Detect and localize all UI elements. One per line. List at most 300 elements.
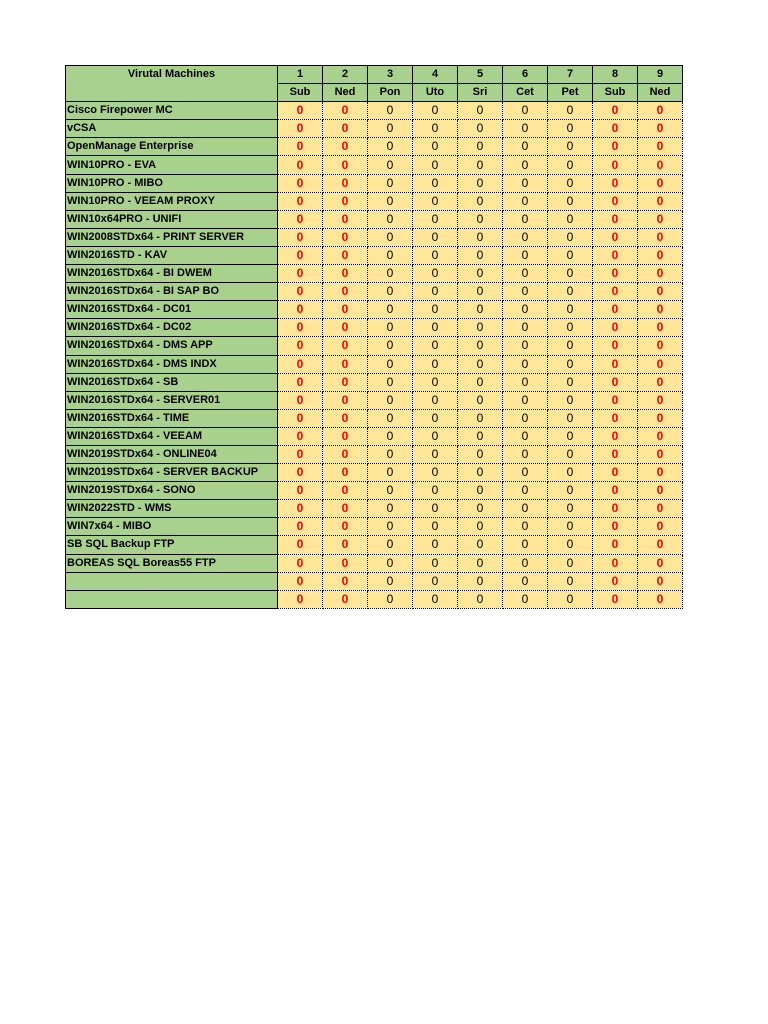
status-value-cell[interactable]: 0 — [548, 409, 593, 427]
status-value-cell[interactable]: 0 — [323, 174, 368, 192]
status-value-cell[interactable]: 0 — [278, 464, 323, 482]
status-value-cell[interactable]: 0 — [638, 482, 683, 500]
status-value-cell[interactable]: 0 — [278, 391, 323, 409]
vm-name-cell[interactable]: WIN2016STDx64 - SB — [66, 373, 278, 391]
status-value-cell[interactable]: 0 — [503, 554, 548, 572]
status-value-cell[interactable]: 0 — [638, 355, 683, 373]
table-row — [66, 500, 683, 518]
status-value-cell[interactable]: 0 — [458, 464, 503, 482]
status-value-cell[interactable]: 0 — [323, 301, 368, 319]
status-value-cell[interactable]: 0 — [323, 120, 368, 138]
status-value-cell[interactable]: 0 — [368, 265, 413, 283]
status-value-cell[interactable]: 0 — [368, 482, 413, 500]
status-value-cell[interactable]: 0 — [638, 138, 683, 156]
status-value-cell[interactable]: 0 — [503, 427, 548, 445]
status-value-cell[interactable]: 0 — [323, 500, 368, 518]
status-value-cell[interactable]: 0 — [593, 590, 638, 608]
status-value-cell[interactable]: 0 — [458, 120, 503, 138]
status-value-cell[interactable]: 0 — [638, 518, 683, 536]
status-value-cell[interactable]: 0 — [323, 554, 368, 572]
table-row — [66, 210, 683, 228]
status-value-cell[interactable]: 0 — [413, 518, 458, 536]
vm-name-cell[interactable]: WIN2016STDx64 - VEEAM — [66, 427, 278, 445]
status-value-cell[interactable]: 0 — [593, 228, 638, 246]
status-value-cell[interactable]: 0 — [503, 246, 548, 264]
status-value-cell[interactable]: 0 — [638, 554, 683, 572]
day-name-header: Sub — [278, 84, 323, 102]
status-value-cell[interactable]: 0 — [593, 445, 638, 463]
status-value-cell[interactable]: 0 — [503, 464, 548, 482]
status-value-cell[interactable]: 0 — [503, 265, 548, 283]
vm-name-cell[interactable]: vCSA — [66, 120, 278, 138]
status-value-cell[interactable]: 0 — [323, 192, 368, 210]
status-value-cell[interactable]: 0 — [593, 464, 638, 482]
status-value-cell[interactable]: 0 — [458, 156, 503, 174]
status-value-cell[interactable]: 0 — [458, 337, 503, 355]
status-value-cell[interactable]: 0 — [548, 572, 593, 590]
status-value-cell[interactable]: 0 — [413, 283, 458, 301]
status-value-cell[interactable]: 0 — [503, 590, 548, 608]
status-value-cell[interactable]: 0 — [548, 301, 593, 319]
status-value-cell[interactable]: 0 — [413, 500, 458, 518]
vm-name-cell[interactable]: Cisco Firepower MC — [66, 102, 278, 120]
status-value-cell[interactable]: 0 — [368, 174, 413, 192]
status-value-cell[interactable]: 0 — [593, 554, 638, 572]
vm-name-cell[interactable]: WIN2016STDx64 - BI DWEM — [66, 265, 278, 283]
status-value-cell[interactable]: 0 — [323, 265, 368, 283]
status-value-cell[interactable]: 0 — [638, 120, 683, 138]
status-value-cell[interactable]: 0 — [413, 228, 458, 246]
status-value-cell[interactable]: 0 — [548, 518, 593, 536]
status-value-cell[interactable]: 0 — [503, 409, 548, 427]
status-value-cell[interactable]: 0 — [368, 518, 413, 536]
status-value-cell[interactable]: 0 — [548, 427, 593, 445]
status-value-cell[interactable]: 0 — [548, 482, 593, 500]
status-value-cell[interactable]: 0 — [278, 301, 323, 319]
status-value-cell[interactable]: 0 — [413, 427, 458, 445]
status-value-cell[interactable]: 0 — [458, 500, 503, 518]
status-value-cell[interactable]: 0 — [458, 138, 503, 156]
status-value-cell[interactable]: 0 — [278, 572, 323, 590]
status-value-cell[interactable]: 0 — [503, 174, 548, 192]
status-value-cell[interactable]: 0 — [323, 590, 368, 608]
status-value-cell[interactable]: 0 — [323, 337, 368, 355]
status-value-cell[interactable]: 0 — [278, 102, 323, 120]
vm-name-cell[interactable]: WIN10PRO - MIBO — [66, 174, 278, 192]
status-value-cell[interactable]: 0 — [548, 536, 593, 554]
status-value-cell[interactable]: 0 — [548, 138, 593, 156]
vm-name-cell[interactable]: WIN2016STDx64 - DMS INDX — [66, 355, 278, 373]
status-value-cell[interactable]: 0 — [503, 355, 548, 373]
status-value-cell[interactable]: 0 — [638, 301, 683, 319]
status-value-cell[interactable]: 0 — [413, 482, 458, 500]
status-value-cell[interactable]: 0 — [458, 102, 503, 120]
status-value-cell[interactable]: 0 — [458, 409, 503, 427]
table-row — [66, 102, 683, 120]
vm-name-cell[interactable]: WIN10PRO - EVA — [66, 156, 278, 174]
status-value-cell[interactable]: 0 — [413, 102, 458, 120]
status-value-cell[interactable]: 0 — [503, 228, 548, 246]
status-value-cell[interactable]: 0 — [368, 536, 413, 554]
status-value-cell[interactable]: 0 — [593, 319, 638, 337]
status-value-cell[interactable]: 0 — [503, 445, 548, 463]
status-value-cell[interactable]: 0 — [323, 482, 368, 500]
status-value-cell[interactable]: 0 — [593, 409, 638, 427]
vm-name-cell[interactable]: WIN10x64PRO - UNIFI — [66, 210, 278, 228]
status-value-cell[interactable]: 0 — [548, 464, 593, 482]
status-value-cell[interactable]: 0 — [278, 590, 323, 608]
status-value-cell[interactable]: 0 — [548, 554, 593, 572]
status-value-cell[interactable]: 0 — [503, 337, 548, 355]
status-value-cell[interactable]: 0 — [368, 301, 413, 319]
status-value-cell[interactable]: 0 — [503, 536, 548, 554]
status-value-cell[interactable]: 0 — [323, 210, 368, 228]
status-value-cell[interactable]: 0 — [413, 319, 458, 337]
status-value-cell[interactable]: 0 — [413, 301, 458, 319]
status-value-cell[interactable]: 0 — [548, 319, 593, 337]
status-value-cell[interactable]: 0 — [413, 192, 458, 210]
status-value-cell[interactable]: 0 — [413, 590, 458, 608]
status-value-cell[interactable]: 0 — [638, 228, 683, 246]
status-value-cell[interactable]: 0 — [593, 156, 638, 174]
status-value-cell[interactable]: 0 — [368, 102, 413, 120]
status-value-cell[interactable]: 0 — [458, 590, 503, 608]
status-value-cell[interactable]: 0 — [638, 464, 683, 482]
status-value-cell[interactable]: 0 — [548, 391, 593, 409]
status-value-cell[interactable]: 0 — [548, 445, 593, 463]
vm-name-cell[interactable]: WIN2008STDx64 - PRINT SERVER — [66, 228, 278, 246]
status-value-cell[interactable]: 0 — [323, 156, 368, 174]
vm-name-cell[interactable]: WIN2016STDx64 - TIME — [66, 409, 278, 427]
status-value-cell[interactable]: 0 — [368, 554, 413, 572]
status-value-cell[interactable]: 0 — [548, 120, 593, 138]
table-row — [66, 192, 683, 210]
status-value-cell[interactable]: 0 — [638, 319, 683, 337]
table-row — [66, 554, 683, 572]
status-value-cell[interactable]: 0 — [368, 283, 413, 301]
status-value-cell[interactable]: 0 — [548, 174, 593, 192]
status-value-cell[interactable]: 0 — [278, 210, 323, 228]
vm-name-cell[interactable]: WIN2016STDx64 - DMS APP — [66, 337, 278, 355]
status-value-cell[interactable]: 0 — [323, 373, 368, 391]
status-value-cell[interactable]: 0 — [548, 355, 593, 373]
status-value-cell[interactable]: 0 — [593, 572, 638, 590]
status-value-cell[interactable]: 0 — [413, 120, 458, 138]
status-value-cell[interactable]: 0 — [458, 391, 503, 409]
status-value-cell[interactable]: 0 — [278, 138, 323, 156]
status-value-cell[interactable]: 0 — [503, 301, 548, 319]
status-value-cell[interactable]: 0 — [548, 156, 593, 174]
table-row — [66, 138, 683, 156]
status-value-cell[interactable]: 0 — [323, 102, 368, 120]
status-value-cell[interactable]: 0 — [368, 210, 413, 228]
status-value-cell[interactable]: 0 — [278, 355, 323, 373]
status-value-cell[interactable]: 0 — [413, 337, 458, 355]
status-value-cell[interactable]: 0 — [593, 482, 638, 500]
status-value-cell[interactable]: 0 — [368, 590, 413, 608]
status-value-cell[interactable]: 0 — [548, 373, 593, 391]
vm-name-cell[interactable] — [66, 590, 278, 608]
status-value-cell[interactable]: 0 — [548, 500, 593, 518]
table-row — [66, 174, 683, 192]
day-number-header: 7 — [548, 66, 593, 84]
status-value-cell[interactable]: 0 — [638, 391, 683, 409]
status-value-cell[interactable]: 0 — [368, 156, 413, 174]
status-value-cell[interactable]: 0 — [638, 373, 683, 391]
status-value-cell[interactable]: 0 — [278, 174, 323, 192]
status-value-cell[interactable]: 0 — [638, 500, 683, 518]
status-value-cell[interactable]: 0 — [278, 228, 323, 246]
status-value-cell[interactable]: 0 — [638, 445, 683, 463]
status-value-cell[interactable]: 0 — [548, 102, 593, 120]
vm-name-cell[interactable]: WIN2022STD - WMS — [66, 500, 278, 518]
status-value-cell[interactable]: 0 — [458, 482, 503, 500]
status-value-cell[interactable]: 0 — [278, 554, 323, 572]
status-value-cell[interactable]: 0 — [593, 391, 638, 409]
status-value-cell[interactable]: 0 — [278, 518, 323, 536]
status-value-cell[interactable]: 0 — [413, 246, 458, 264]
status-value-cell[interactable]: 0 — [503, 210, 548, 228]
vm-name-cell[interactable]: WIN2016STDx64 - SERVER01 — [66, 391, 278, 409]
status-value-cell[interactable]: 0 — [593, 120, 638, 138]
status-value-cell[interactable]: 0 — [413, 210, 458, 228]
status-value-cell[interactable]: 0 — [413, 265, 458, 283]
status-value-cell[interactable]: 0 — [323, 518, 368, 536]
status-value-cell[interactable]: 0 — [458, 427, 503, 445]
day-number-header: 9 — [638, 66, 683, 84]
status-value-cell[interactable]: 0 — [503, 120, 548, 138]
status-value-cell[interactable]: 0 — [458, 319, 503, 337]
status-value-cell[interactable]: 0 — [548, 283, 593, 301]
status-value-cell[interactable]: 0 — [458, 228, 503, 246]
status-value-cell[interactable]: 0 — [638, 536, 683, 554]
status-value-cell[interactable]: 0 — [593, 192, 638, 210]
vm-name-cell[interactable]: WIN7x64 - MIBO — [66, 518, 278, 536]
status-value-cell[interactable]: 0 — [323, 138, 368, 156]
status-value-cell[interactable]: 0 — [278, 409, 323, 427]
status-value-cell[interactable]: 0 — [503, 572, 548, 590]
status-value-cell[interactable]: 0 — [548, 337, 593, 355]
status-value-cell[interactable]: 0 — [278, 536, 323, 554]
status-value-cell[interactable]: 0 — [323, 445, 368, 463]
status-value-cell[interactable]: 0 — [638, 102, 683, 120]
status-value-cell[interactable]: 0 — [368, 373, 413, 391]
status-value-cell[interactable]: 0 — [413, 391, 458, 409]
status-value-cell[interactable]: 0 — [548, 228, 593, 246]
status-value-cell[interactable]: 0 — [368, 337, 413, 355]
table-row — [66, 409, 683, 427]
status-value-cell[interactable]: 0 — [278, 120, 323, 138]
status-value-cell[interactable]: 0 — [368, 228, 413, 246]
vm-status-table — [65, 65, 683, 609]
status-value-cell[interactable]: 0 — [548, 192, 593, 210]
status-value-cell[interactable]: 0 — [638, 174, 683, 192]
table-body — [66, 66, 683, 609]
status-value-cell[interactable]: 0 — [503, 138, 548, 156]
table-row — [66, 536, 683, 554]
status-value-cell[interactable]: 0 — [278, 246, 323, 264]
status-value-cell[interactable]: 0 — [503, 373, 548, 391]
status-value-cell[interactable]: 0 — [458, 210, 503, 228]
status-value-cell[interactable]: 0 — [503, 192, 548, 210]
status-value-cell[interactable]: 0 — [593, 518, 638, 536]
status-value-cell[interactable]: 0 — [368, 445, 413, 463]
status-value-cell[interactable]: 0 — [503, 391, 548, 409]
status-value-cell[interactable]: 0 — [638, 210, 683, 228]
status-value-cell[interactable]: 0 — [323, 319, 368, 337]
status-value-cell[interactable]: 0 — [548, 246, 593, 264]
vm-name-cell[interactable]: OpenManage Enterprise — [66, 138, 278, 156]
status-value-cell[interactable]: 0 — [593, 174, 638, 192]
status-value-cell[interactable]: 0 — [593, 373, 638, 391]
status-value-cell[interactable]: 0 — [458, 283, 503, 301]
status-value-cell[interactable]: 0 — [278, 427, 323, 445]
status-value-cell[interactable]: 0 — [458, 265, 503, 283]
status-value-cell[interactable]: 0 — [638, 337, 683, 355]
status-value-cell[interactable]: 0 — [278, 482, 323, 500]
vm-name-cell[interactable]: WIN2019STDx64 - SONO — [66, 482, 278, 500]
table-row — [66, 156, 683, 174]
status-value-cell[interactable]: 0 — [503, 319, 548, 337]
status-value-cell[interactable]: 0 — [548, 210, 593, 228]
vm-name-cell[interactable]: WIN2016STDx64 - DC02 — [66, 319, 278, 337]
status-value-cell[interactable]: 0 — [458, 572, 503, 590]
status-value-cell[interactable]: 0 — [368, 319, 413, 337]
status-value-cell[interactable]: 0 — [323, 391, 368, 409]
vm-name-cell[interactable]: WIN2016STD - KAV — [66, 246, 278, 264]
status-value-cell[interactable]: 0 — [458, 554, 503, 572]
status-value-cell[interactable]: 0 — [458, 445, 503, 463]
status-value-cell[interactable]: 0 — [368, 464, 413, 482]
status-value-cell[interactable]: 0 — [413, 156, 458, 174]
status-value-cell[interactable]: 0 — [368, 355, 413, 373]
status-value-cell[interactable]: 0 — [458, 301, 503, 319]
vm-name-cell[interactable]: SB SQL Backup FTP — [66, 536, 278, 554]
status-value-cell[interactable]: 0 — [323, 572, 368, 590]
status-value-cell[interactable]: 0 — [503, 156, 548, 174]
day-number-header: 4 — [413, 66, 458, 84]
status-value-cell[interactable]: 0 — [323, 355, 368, 373]
status-value-cell[interactable]: 0 — [368, 192, 413, 210]
status-value-cell[interactable]: 0 — [413, 138, 458, 156]
status-value-cell[interactable]: 0 — [413, 174, 458, 192]
status-value-cell[interactable]: 0 — [593, 500, 638, 518]
status-value-cell[interactable]: 0 — [458, 246, 503, 264]
status-value-cell[interactable]: 0 — [323, 228, 368, 246]
status-value-cell[interactable]: 0 — [458, 174, 503, 192]
status-value-cell[interactable]: 0 — [413, 445, 458, 463]
status-value-cell[interactable]: 0 — [638, 265, 683, 283]
status-value-cell[interactable]: 0 — [638, 192, 683, 210]
status-value-cell[interactable]: 0 — [323, 246, 368, 264]
status-value-cell[interactable]: 0 — [458, 373, 503, 391]
status-value-cell[interactable]: 0 — [458, 518, 503, 536]
status-value-cell[interactable]: 0 — [413, 464, 458, 482]
status-value-cell[interactable]: 0 — [593, 283, 638, 301]
vm-name-cell[interactable] — [66, 572, 278, 590]
vm-name-cell[interactable]: WIN10PRO - VEEAM PROXY — [66, 192, 278, 210]
status-value-cell[interactable]: 0 — [413, 572, 458, 590]
status-value-cell[interactable]: 0 — [593, 337, 638, 355]
status-value-cell[interactable]: 0 — [503, 283, 548, 301]
status-value-cell[interactable]: 0 — [368, 409, 413, 427]
status-value-cell[interactable]: 0 — [638, 590, 683, 608]
vm-name-cell[interactable]: WIN2019STDx64 - SERVER BACKUP — [66, 464, 278, 482]
status-value-cell[interactable]: 0 — [368, 120, 413, 138]
status-value-cell[interactable]: 0 — [548, 265, 593, 283]
status-value-cell[interactable]: 0 — [638, 427, 683, 445]
status-value-cell[interactable]: 0 — [593, 536, 638, 554]
status-value-cell[interactable]: 0 — [368, 427, 413, 445]
vm-name-cell[interactable]: WIN2016STDx64 - DC01 — [66, 301, 278, 319]
status-value-cell[interactable]: 0 — [278, 373, 323, 391]
status-value-cell[interactable]: 0 — [458, 355, 503, 373]
vm-name-cell[interactable]: WIN2019STDx64 - ONLINE04 — [66, 445, 278, 463]
status-value-cell[interactable]: 0 — [278, 445, 323, 463]
status-value-cell[interactable]: 0 — [368, 246, 413, 264]
status-value-cell[interactable]: 0 — [593, 355, 638, 373]
status-value-cell[interactable]: 0 — [593, 210, 638, 228]
table-row — [66, 427, 683, 445]
status-value-cell[interactable]: 0 — [638, 572, 683, 590]
table-row — [66, 572, 683, 590]
status-value-cell[interactable]: 0 — [593, 427, 638, 445]
status-value-cell[interactable]: 0 — [368, 138, 413, 156]
status-value-cell[interactable]: 0 — [638, 156, 683, 174]
status-value-cell[interactable]: 0 — [638, 283, 683, 301]
status-value-cell[interactable]: 0 — [413, 536, 458, 554]
status-value-cell[interactable]: 0 — [323, 283, 368, 301]
status-value-cell[interactable]: 0 — [413, 409, 458, 427]
status-value-cell[interactable]: 0 — [503, 102, 548, 120]
status-value-cell[interactable]: 0 — [323, 409, 368, 427]
status-value-cell[interactable]: 0 — [368, 572, 413, 590]
status-value-cell[interactable]: 0 — [638, 246, 683, 264]
status-value-cell[interactable]: 0 — [278, 265, 323, 283]
status-value-cell[interactable]: 0 — [593, 102, 638, 120]
vm-name-cell[interactable]: WIN2016STDx64 - BI SAP BO — [66, 283, 278, 301]
status-value-cell[interactable]: 0 — [413, 554, 458, 572]
day-name-header: Cet — [503, 84, 548, 102]
status-value-cell[interactable]: 0 — [503, 500, 548, 518]
vm-name-cell[interactable]: BOREAS SQL Boreas55 FTP — [66, 554, 278, 572]
table-row — [66, 301, 683, 319]
status-value-cell[interactable]: 0 — [278, 319, 323, 337]
status-value-cell[interactable]: 0 — [368, 500, 413, 518]
status-value-cell[interactable]: 0 — [323, 536, 368, 554]
status-value-cell[interactable]: 0 — [368, 391, 413, 409]
status-value-cell[interactable]: 0 — [548, 590, 593, 608]
status-value-cell[interactable]: 0 — [278, 283, 323, 301]
status-value-cell[interactable]: 0 — [503, 482, 548, 500]
status-value-cell[interactable]: 0 — [323, 464, 368, 482]
status-value-cell[interactable]: 0 — [278, 192, 323, 210]
status-value-cell[interactable]: 0 — [638, 409, 683, 427]
status-value-cell[interactable]: 0 — [593, 265, 638, 283]
status-value-cell[interactable]: 0 — [458, 192, 503, 210]
status-value-cell[interactable]: 0 — [278, 156, 323, 174]
status-value-cell[interactable]: 0 — [413, 373, 458, 391]
status-value-cell[interactable]: 0 — [503, 518, 548, 536]
status-value-cell[interactable]: 0 — [413, 355, 458, 373]
status-value-cell[interactable]: 0 — [323, 427, 368, 445]
status-value-cell[interactable]: 0 — [458, 536, 503, 554]
status-value-cell[interactable]: 0 — [278, 337, 323, 355]
status-value-cell[interactable]: 0 — [593, 301, 638, 319]
status-value-cell[interactable]: 0 — [593, 246, 638, 264]
status-value-cell[interactable]: 0 — [593, 138, 638, 156]
status-value-cell[interactable]: 0 — [278, 500, 323, 518]
